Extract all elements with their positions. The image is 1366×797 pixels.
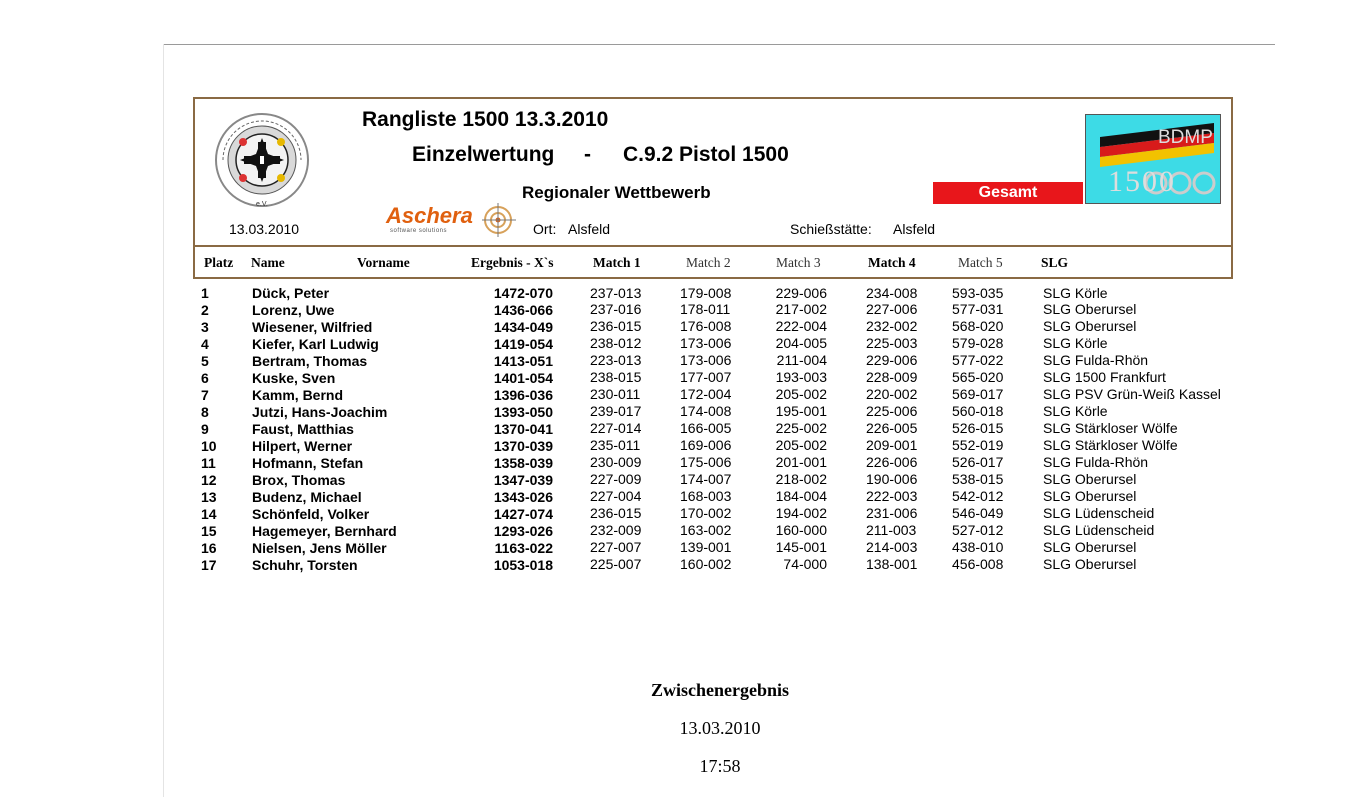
table-row bbox=[0, 336, 1366, 353]
cell-slg: SLG Stärkloser Wölfe bbox=[1043, 420, 1178, 436]
cell-name: Kiefer, Karl Ludwig bbox=[252, 336, 379, 352]
cell-slg: SLG Körle bbox=[1043, 335, 1108, 351]
cell-platz: 8 bbox=[201, 404, 209, 420]
header-date: 13.03.2010 bbox=[229, 221, 300, 237]
table-row bbox=[0, 387, 1366, 404]
table-row bbox=[0, 319, 1366, 336]
cell-m5: 577-031 bbox=[952, 301, 1004, 317]
bdmp-logo-text: BDMP bbox=[1158, 127, 1213, 148]
aschera-logo-sub: software solutions bbox=[390, 228, 448, 234]
cell-slg: SLG Fulda-Rhön bbox=[1043, 352, 1149, 368]
table-row bbox=[0, 540, 1366, 557]
cell-slg: SLG Lüdenscheid bbox=[1043, 505, 1155, 521]
cell-m4: 209-001 bbox=[866, 437, 918, 453]
cell-erg: 1370-041 bbox=[493, 421, 553, 437]
cell-name: Kamm, Bernd bbox=[252, 387, 344, 403]
cell-slg: SLG Stärkloser Wölfe bbox=[1043, 437, 1178, 453]
cell-slg: SLG Fulda-Rhön bbox=[1043, 454, 1149, 470]
page-top-rule bbox=[163, 44, 1275, 45]
cell-slg: SLG Oberursel bbox=[1043, 488, 1137, 504]
cell-m5: 438-010 bbox=[952, 539, 1004, 555]
cell-m4: 222-003 bbox=[866, 488, 918, 504]
cell-platz: 15 bbox=[201, 523, 217, 539]
col-match3: Match 3 bbox=[776, 255, 821, 270]
cell-name: Jutzi, Hans-Joachim bbox=[252, 404, 388, 420]
cell-m5: 593-035 bbox=[952, 285, 1004, 301]
cell-slg: SLG PSV Grün-Weiß Kassel bbox=[1043, 386, 1221, 402]
cell-slg: SLG Lüdenscheid bbox=[1043, 522, 1155, 538]
table-row bbox=[0, 370, 1366, 387]
cell-erg: 1419-054 bbox=[493, 336, 553, 352]
cell-m4: 138-001 bbox=[866, 556, 918, 572]
cell-m4: 225-003 bbox=[866, 335, 918, 351]
cell-m3: 225-002 bbox=[775, 420, 827, 436]
cell-platz: 16 bbox=[201, 540, 217, 556]
cell-m4: 190-006 bbox=[866, 471, 918, 487]
cell-m1: 238-012 bbox=[590, 335, 642, 351]
cell-platz: 2 bbox=[201, 302, 209, 318]
range-label: Schießstätte: bbox=[790, 221, 872, 237]
cell-m4: 231-006 bbox=[866, 505, 918, 521]
cell-m1: 227-004 bbox=[590, 488, 642, 504]
cell-m2: 176-008 bbox=[680, 318, 732, 334]
col-platz: Platz bbox=[204, 255, 234, 270]
cell-m3: 184-004 bbox=[775, 488, 827, 504]
cell-m2: 170-002 bbox=[680, 505, 732, 521]
col-match1: Match 1 bbox=[593, 255, 641, 270]
cell-m1: 232-009 bbox=[590, 522, 642, 538]
cell-m4: 227-006 bbox=[866, 301, 918, 317]
cell-m2: 177-007 bbox=[680, 369, 732, 385]
cell-m2: 160-002 bbox=[680, 556, 732, 572]
col-vorname: Vorname bbox=[357, 255, 410, 270]
cell-m2: 175-006 bbox=[680, 454, 732, 470]
aschera-logo bbox=[384, 201, 524, 239]
cell-m3: 229-006 bbox=[775, 285, 827, 301]
cell-slg: SLG Körle bbox=[1043, 285, 1108, 301]
aschera-logo-text: Aschera bbox=[386, 203, 473, 228]
cell-m1: 236-015 bbox=[590, 318, 642, 334]
cell-m5: 546-049 bbox=[952, 505, 1004, 521]
cell-m5: 565-020 bbox=[952, 369, 1004, 385]
ort-value: Alsfeld bbox=[568, 221, 611, 237]
cell-erg: 1401-054 bbox=[493, 370, 553, 386]
cell-m3: 194-002 bbox=[775, 505, 827, 521]
cell-name: Bertram, Thomas bbox=[252, 353, 368, 369]
subtitle-discipline: C.9.2 Pistol 1500 bbox=[623, 143, 789, 166]
table-row bbox=[0, 353, 1366, 370]
cell-platz: 9 bbox=[201, 421, 209, 437]
cell-m3: 74-000 bbox=[783, 556, 827, 572]
cell-m4: 220-002 bbox=[866, 386, 918, 402]
cell-platz: 14 bbox=[201, 506, 217, 522]
cell-slg: SLG 1500 Frankfurt bbox=[1043, 369, 1166, 385]
subtitle-separator: - bbox=[584, 143, 591, 166]
cell-slg: SLG Körle bbox=[1043, 403, 1108, 419]
gesamt-badge: Gesamt bbox=[933, 182, 1083, 204]
cell-m3: 204-005 bbox=[775, 335, 827, 351]
target-icon bbox=[480, 201, 520, 239]
cell-platz: 3 bbox=[201, 319, 209, 335]
cell-erg: 1053-018 bbox=[493, 557, 553, 573]
col-match2: Match 2 bbox=[686, 255, 731, 270]
cell-m2: 174-008 bbox=[680, 403, 732, 419]
cell-m1: 225-007 bbox=[590, 556, 642, 572]
cell-erg: 1472-070 bbox=[493, 285, 553, 301]
cell-m4: 214-003 bbox=[866, 539, 918, 555]
cell-platz: 11 bbox=[201, 455, 216, 471]
cell-m3: 195-001 bbox=[775, 403, 827, 419]
cell-m2: 163-002 bbox=[680, 522, 732, 538]
header-frame bbox=[193, 97, 1233, 247]
cell-m5: 456-008 bbox=[952, 556, 1004, 572]
table-row bbox=[0, 489, 1366, 506]
bdmp-emblem-logo bbox=[213, 106, 311, 214]
cell-m5: 542-012 bbox=[952, 488, 1004, 504]
cell-slg: SLG Oberursel bbox=[1043, 539, 1137, 555]
cell-slg: SLG Oberursel bbox=[1043, 301, 1137, 317]
table-row bbox=[0, 506, 1366, 523]
cell-m4: 226-006 bbox=[866, 454, 918, 470]
cell-name: Schuhr, Torsten bbox=[252, 557, 358, 573]
col-slg: SLG bbox=[1041, 255, 1069, 270]
cell-m2: 166-005 bbox=[680, 420, 732, 436]
table-row bbox=[0, 302, 1366, 319]
col-name: Name bbox=[251, 255, 285, 270]
cell-m2: 179-008 bbox=[680, 285, 732, 301]
svg-text:e.V.: e.V. bbox=[256, 201, 268, 208]
cell-m2: 168-003 bbox=[680, 488, 732, 504]
cell-m2: 173-006 bbox=[680, 352, 732, 368]
cell-m4: 225-006 bbox=[866, 403, 918, 419]
col-match4: Match 4 bbox=[868, 255, 916, 270]
cell-erg: 1434-049 bbox=[493, 319, 553, 335]
cell-m1: 237-016 bbox=[590, 301, 642, 317]
cell-m3: 205-002 bbox=[775, 386, 827, 402]
cell-name: Lorenz, Uwe bbox=[252, 302, 335, 318]
col-ergebnis: Ergebnis - X`s bbox=[471, 255, 554, 270]
cell-m1: 230-009 bbox=[590, 454, 642, 470]
cell-erg: 1293-026 bbox=[493, 523, 553, 539]
footer-time: 17:58 bbox=[699, 756, 741, 776]
cell-name: Wiesener, Wilfried bbox=[252, 319, 373, 335]
cell-slg: SLG Oberursel bbox=[1043, 471, 1137, 487]
cell-m2: 178-011 bbox=[680, 301, 731, 317]
table-row bbox=[0, 472, 1366, 489]
table-row bbox=[0, 421, 1366, 438]
cell-m5: 552-019 bbox=[952, 437, 1004, 453]
cell-m2: 172-004 bbox=[680, 386, 732, 402]
cell-erg: 1343-026 bbox=[493, 489, 553, 505]
bdmp-logo-number: 1500 bbox=[1108, 165, 1176, 198]
cell-m5: 579-028 bbox=[952, 335, 1004, 351]
cell-name: Hagemeyer, Bernhard bbox=[252, 523, 397, 539]
cell-erg: 1358-039 bbox=[493, 455, 553, 471]
cell-slg: SLG Oberursel bbox=[1043, 318, 1137, 334]
cell-name: Nielsen, Jens Möller bbox=[252, 540, 387, 556]
cell-m1: 230-011 bbox=[590, 386, 641, 402]
cell-m1: 223-013 bbox=[590, 352, 642, 368]
cell-erg: 1396-036 bbox=[493, 387, 553, 403]
subtitle-left: Einzelwertung bbox=[412, 143, 555, 166]
competition-type: Regionaler Wettbewerb bbox=[522, 183, 711, 202]
cell-m4: 226-005 bbox=[866, 420, 918, 436]
cell-name: Brox, Thomas bbox=[252, 472, 346, 488]
cell-m3: 205-002 bbox=[775, 437, 827, 453]
cell-erg: 1393-050 bbox=[493, 404, 553, 420]
cell-m5: 577-022 bbox=[952, 352, 1004, 368]
cell-platz: 13 bbox=[201, 489, 217, 505]
cell-platz: 5 bbox=[201, 353, 209, 369]
cell-m1: 236-015 bbox=[590, 505, 642, 521]
cell-m1: 238-015 bbox=[590, 369, 642, 385]
cell-m2: 169-006 bbox=[680, 437, 732, 453]
table-row bbox=[0, 523, 1366, 540]
col-match5: Match 5 bbox=[958, 255, 1003, 270]
cell-m3: 211-004 bbox=[776, 352, 827, 368]
table-row bbox=[0, 404, 1366, 421]
cell-m3: 222-004 bbox=[775, 318, 827, 334]
cell-m5: 527-012 bbox=[952, 522, 1004, 538]
cell-m4: 228-009 bbox=[866, 369, 918, 385]
cell-m4: 229-006 bbox=[866, 352, 918, 368]
cell-m3: 201-001 bbox=[775, 454, 827, 470]
cell-name: Kuske, Sven bbox=[252, 370, 336, 386]
cell-name: Hilpert, Werner bbox=[252, 438, 353, 454]
cell-m1: 239-017 bbox=[590, 403, 642, 419]
table-row bbox=[0, 455, 1366, 472]
footer-date: 13.03.2010 bbox=[679, 718, 761, 738]
cell-name: Schönfeld, Volker bbox=[252, 506, 370, 522]
page-title: Rangliste 1500 13.3.2010 bbox=[362, 108, 609, 131]
cell-m5: 526-015 bbox=[952, 420, 1004, 436]
cell-erg: 1436-066 bbox=[493, 302, 553, 318]
cell-erg: 1163-022 bbox=[494, 540, 553, 556]
cell-name: Dück, Peter bbox=[252, 285, 330, 301]
cell-m1: 227-007 bbox=[590, 539, 642, 555]
cell-name: Budenz, Michael bbox=[252, 489, 362, 505]
cell-slg: SLG Oberursel bbox=[1043, 556, 1137, 572]
cell-platz: 17 bbox=[201, 557, 217, 573]
cell-m4: 234-008 bbox=[866, 285, 918, 301]
cell-erg: 1427-074 bbox=[493, 506, 553, 522]
cell-platz: 7 bbox=[201, 387, 209, 403]
cell-m5: 568-020 bbox=[952, 318, 1004, 334]
cell-platz: 12 bbox=[201, 472, 217, 488]
cell-m3: 193-003 bbox=[775, 369, 827, 385]
cell-m5: 560-018 bbox=[952, 403, 1004, 419]
cell-m3: 217-002 bbox=[775, 301, 827, 317]
cell-m2: 174-007 bbox=[680, 471, 732, 487]
cell-erg: 1413-051 bbox=[493, 353, 553, 369]
table-row bbox=[0, 557, 1366, 574]
ort-label: Ort: bbox=[533, 221, 557, 237]
cell-m4: 211-003 bbox=[866, 522, 917, 538]
cell-m3: 218-002 bbox=[775, 471, 827, 487]
cell-m1: 235-011 bbox=[590, 437, 641, 453]
result-status: Zwischenergebnis bbox=[650, 680, 789, 700]
cell-m5: 538-015 bbox=[952, 471, 1004, 487]
table-row bbox=[0, 438, 1366, 455]
cell-erg: 1347-039 bbox=[493, 472, 553, 488]
cell-platz: 10 bbox=[201, 438, 217, 454]
cell-erg: 1370-039 bbox=[493, 438, 553, 454]
range-value: Alsfeld bbox=[893, 221, 936, 237]
cell-platz: 4 bbox=[201, 336, 209, 352]
cell-m4: 232-002 bbox=[866, 318, 918, 334]
cell-name: Hofmann, Stefan bbox=[252, 455, 364, 471]
cell-m3: 160-000 bbox=[775, 522, 827, 538]
cell-platz: 1 bbox=[201, 285, 209, 301]
cell-m2: 139-001 bbox=[680, 539, 732, 555]
cell-m1: 237-013 bbox=[590, 285, 642, 301]
cell-m1: 227-009 bbox=[590, 471, 642, 487]
cell-m1: 227-014 bbox=[590, 420, 642, 436]
cell-m2: 173-006 bbox=[680, 335, 732, 351]
cell-m3: 145-001 bbox=[775, 539, 827, 555]
cell-name: Faust, Matthias bbox=[252, 421, 354, 437]
cell-m5: 526-017 bbox=[952, 454, 1004, 470]
bdmp-1500-logo bbox=[1085, 114, 1221, 204]
table-row bbox=[0, 285, 1366, 302]
cell-m5: 569-017 bbox=[952, 386, 1004, 402]
cell-platz: 6 bbox=[201, 370, 209, 386]
